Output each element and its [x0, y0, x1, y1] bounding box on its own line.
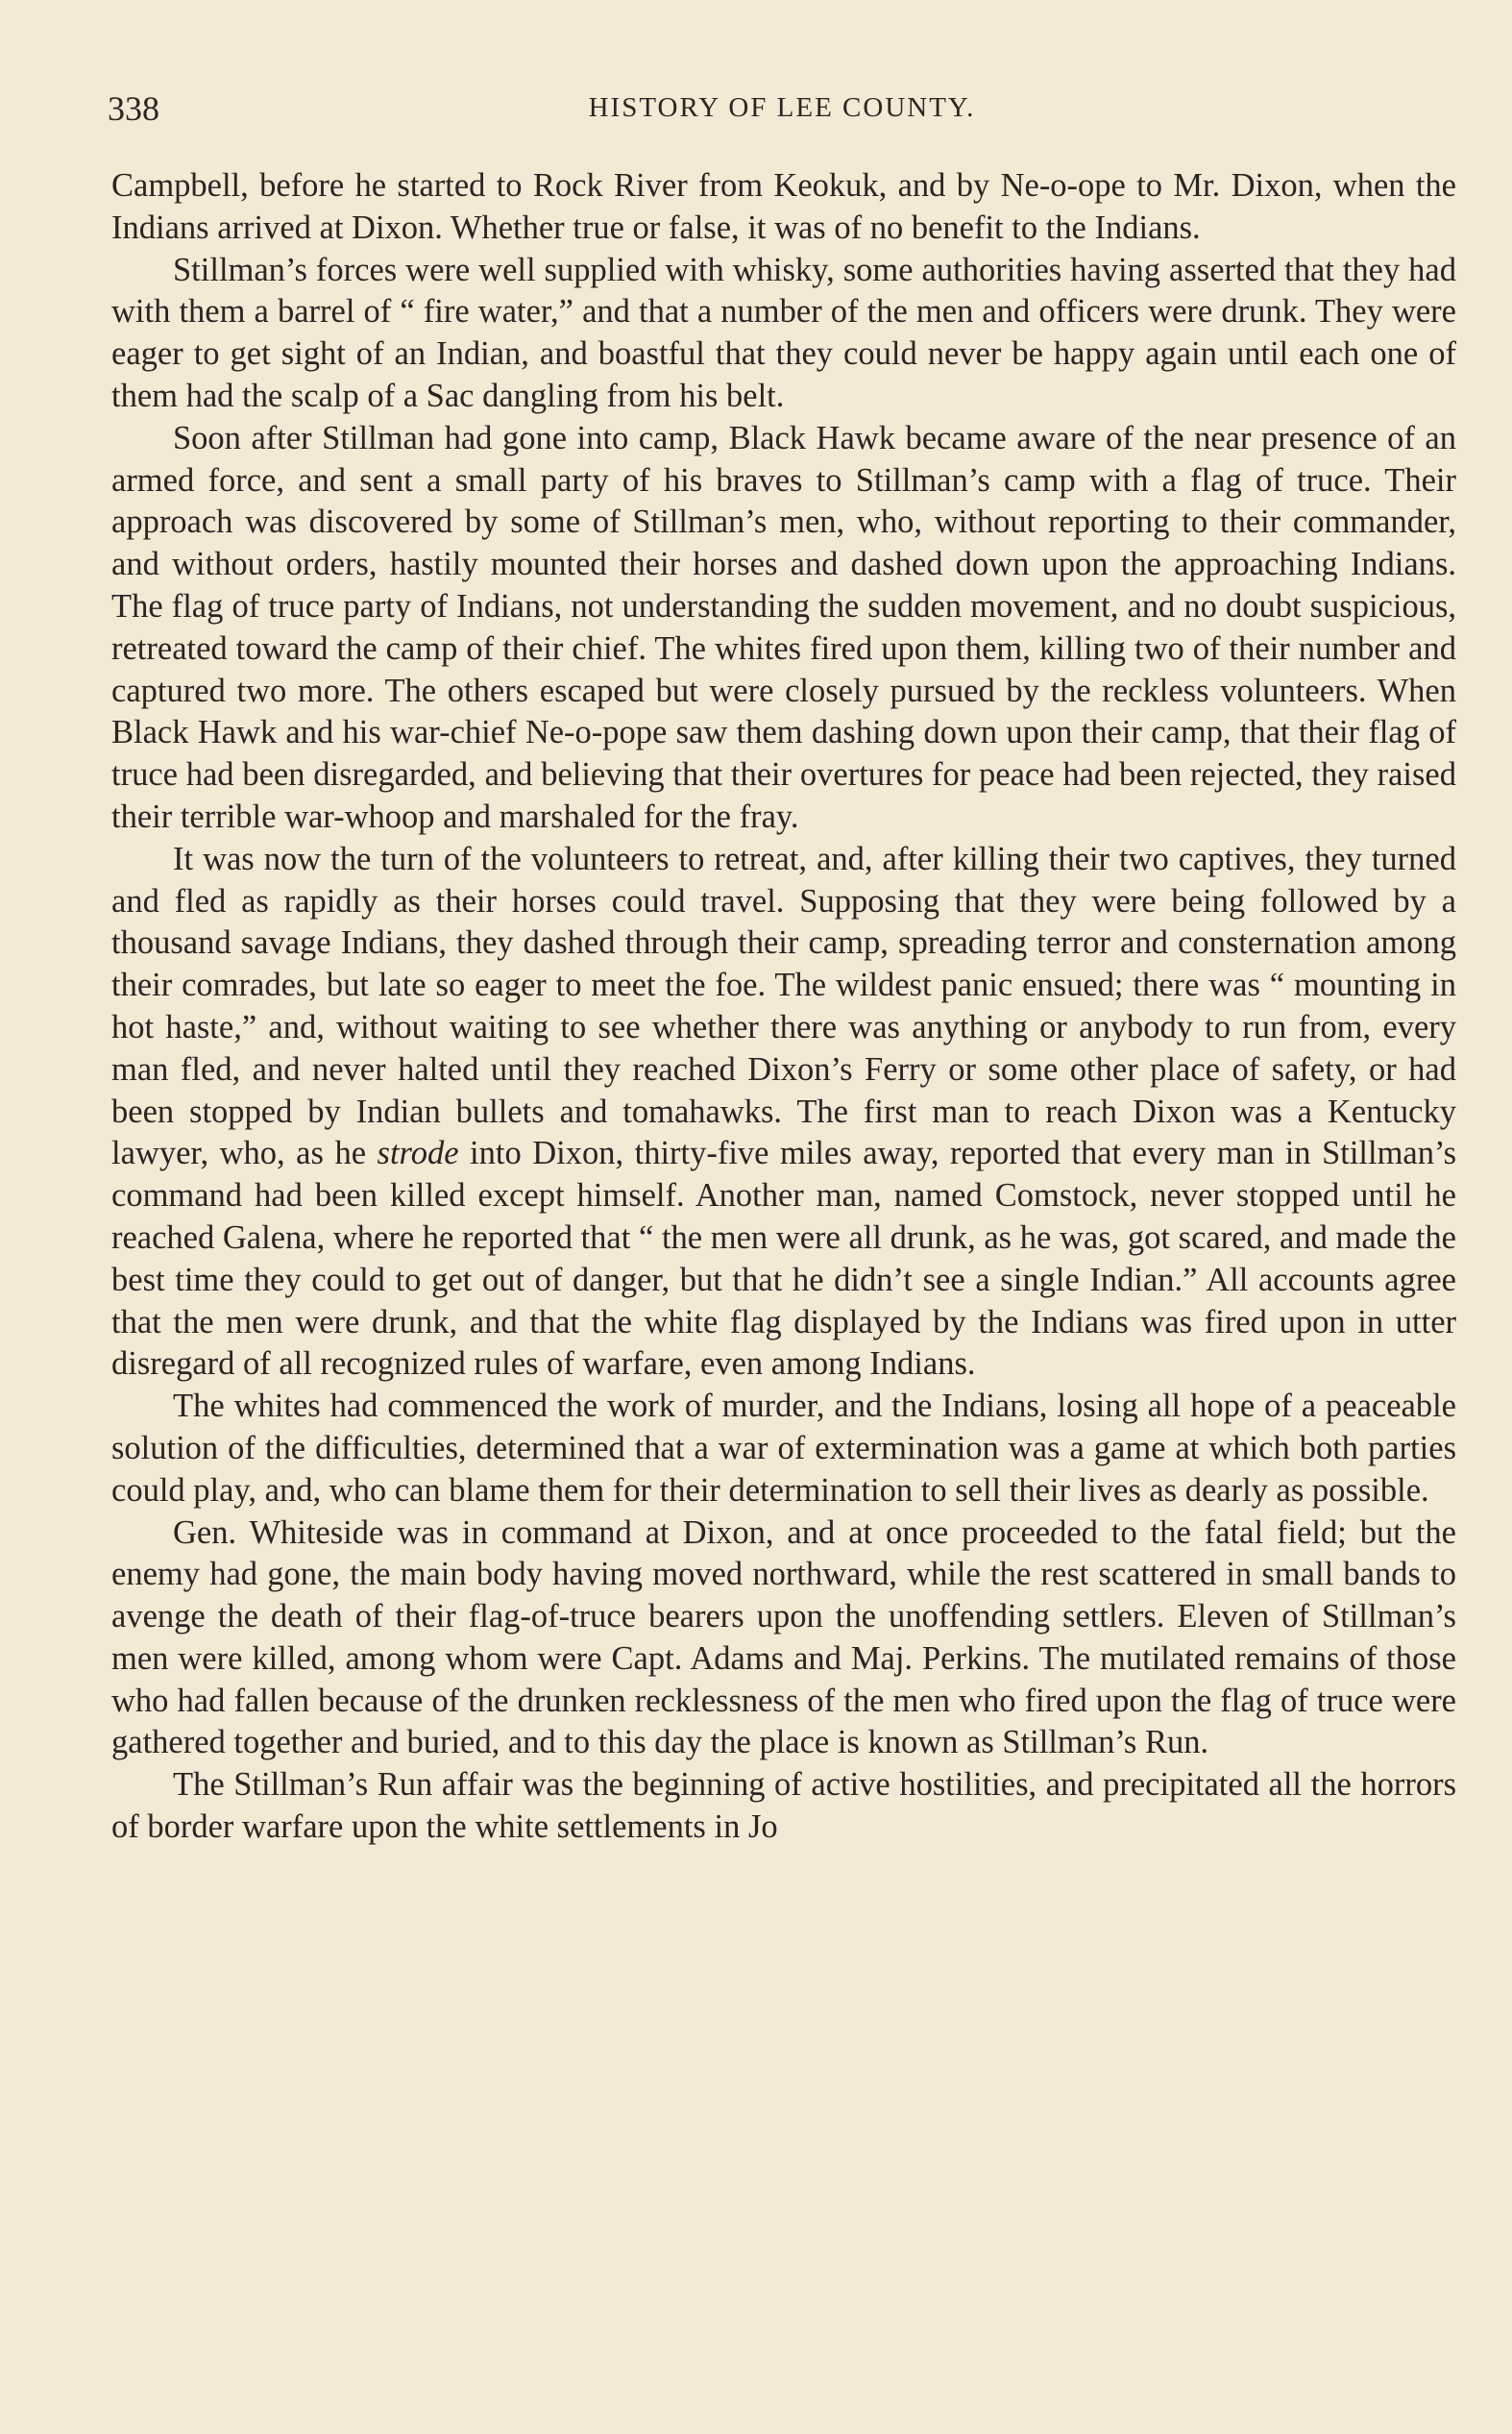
paragraph-continuation: Campbell, before he started to Rock River from Keokuk, and by Ne-o-ope to Mr. Dixon, when the Indians arrived at Dixon. Whether true or false, it was of no benefit to the Indians. — [111, 167, 1456, 246]
paragraph-stillman-forces: Stillman’s forces were well supplied with whisky, some authorities having asserted that they had with them a barrel of “ fire water,” and that a number of the men and officers were drunk. They were eager to get sight of an Indian, and boastful that they could never be happy again until each one of them had the scalp of a Sac dangling from his belt. — [111, 251, 1456, 414]
page-header — [108, 88, 1456, 136]
paragraph-war-of-extermination: The whites had commenced the work of murder, and the Indians, losing all hope of a peaceable solution of the difficulties, determined that a war of extermination was a game at which both parties could play, and, who can blame them for their determination to sell their lives as dearly as possible. — [111, 1388, 1456, 1509]
italic-word: strode — [377, 1135, 459, 1172]
paragraph-retreat-part-2: into Dixon, thirty-five miles away, reported that every man in Stillman’s command had been killed except himself. Another man, named Comstock, never stopped until he reached Galena, where he reported that “ the men were all drunk, as he was, got scared, and made the best time they could to get out of danger, but that he didn’t see a single Indian.” All accounts agree that the men were drunk, and that the white flag displayed by the Indians was fired upon in utter disregard of all recognized rules of warfare, even among Indians. — [111, 1135, 1457, 1383]
paragraph-retreat — [111, 839, 1456, 1386]
body-text — [111, 165, 1456, 1849]
paragraph-stillmans-run-affair: The Stillman’s Run affair was the beginning of active hostilities, and precipitated all the horrors of border warfare upon the white settlements in Jo — [111, 1766, 1456, 1846]
paragraph-whiteside: Gen. Whiteside was in command at Dixon, and at once proceeded to the fatal field; but the enemy had gone, the main body having moved northward, while the rest scattered in small bands to avenge the death of their flag-of-truce bearers upon the unoffending settlers. Eleven of Stillman’s men were killed, among whom were Capt. Adams and Maj. Perkins. The mutilated remains of those who had fallen because of the drunken recklessness of the men who fired upon the flag of truce were gathered together and buried, and to this day the place is known as Stillman’s Run. — [111, 1513, 1456, 1761]
paragraph-retreat-part-1: It was now the turn of the volunteers to retreat, and, after killing their two captives, they turned and fled as rapidly as their horses could travel. Supposing that they were being followed by a thousand savage Indians, they dashed through their camp, spreading terror and consternation among their comrades, but late so eager to meet the foe. The wildest panic ensued; there was “ mounting in hot haste,” and, without waiting to see whether there was anything or anybody to run from, every man fled, and never halted until they reached Dixon’s Ferry or some other place of safety, or had been stopped by Indian bullets and tomahawks. The first man to reach Dixon was a Kentucky lawyer, who, as he — [111, 840, 1456, 1172]
page-number: 338 — [108, 89, 159, 128]
paragraph-flag-of-truce: Soon after Stillman had gone into camp, Black Hawk became aware of the near presence of an armed force, and sent a small party of his braves to Stillman’s camp with a flag of truce. Their approach was discovered by some of Stillman’s men, who, without reporting to their commander, and without orders, hastily mounted their horses and dashed down upon the approaching Indians. The flag of truce party of Indians, not understanding the sudden movement, and no doubt suspicious, retreated toward the camp of their chief. The whites fired upon them, killing two of their number and captured two more. The others escaped but were closely pursued by the reckless volunteers. When Black Hawk and his war-chief Ne-o-pope saw them dashing down upon their camp, that their flag of truce had been disregarded, and believing that their overtures for peace had been rejected, they raised their terrible war-whoop and marshaled for the fray. — [111, 419, 1456, 835]
running-title: HISTORY OF LEE COUNTY. — [588, 92, 976, 123]
